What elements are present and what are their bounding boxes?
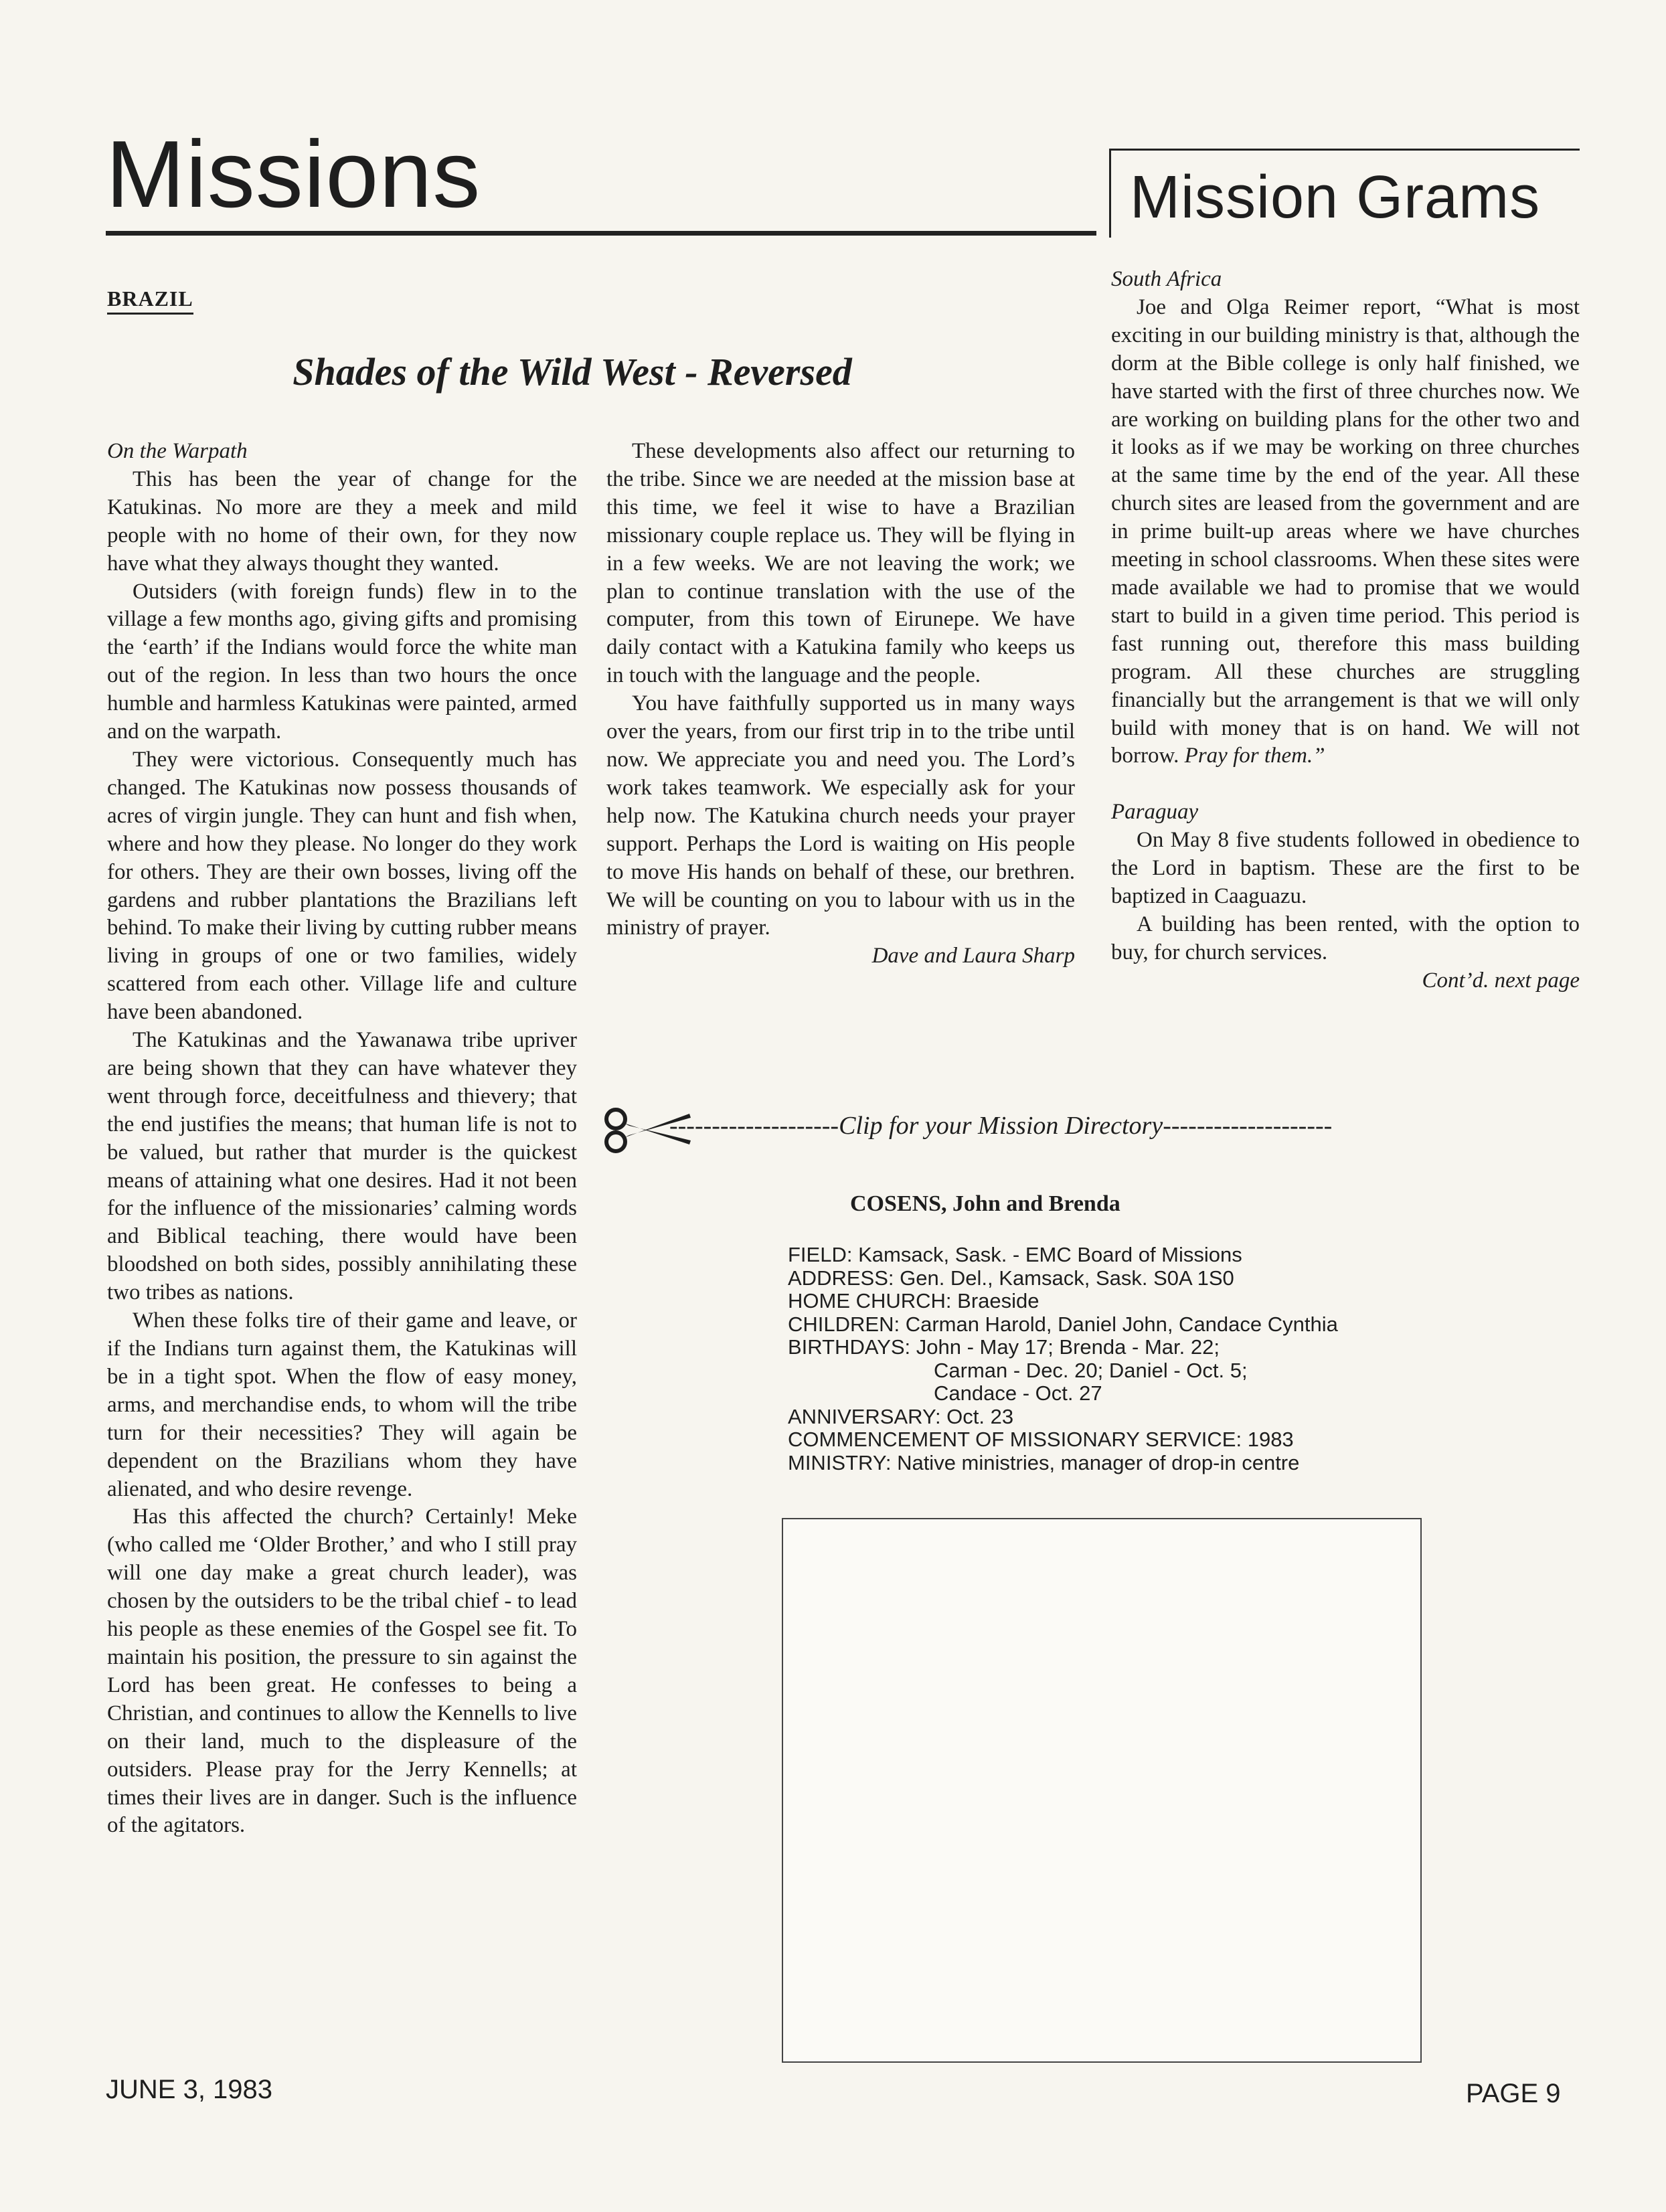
photo-placeholder xyxy=(782,1518,1422,2063)
article-column-2 xyxy=(606,438,1075,970)
directory-field-line: BIRTHDAYS: John - May 17; Brenda - Mar. 22; xyxy=(788,1335,1220,1359)
article-paragraph: You have faithfully supported us in many ways over the years, from our first trip in to the tribe until now. We appreciate you and need you. The Lord’s work takes teamwork. We especially ask for your help now. The Katukina church needs your prayer support. Perhaps the Lord is waiting on His people to move His hands on behalf of these, our brethren. We will be counting on you to labour with us in the ministry of prayer. xyxy=(606,691,1075,940)
grams-paragraph: On May 8 five students followed in obedience to the Lord in baptism. These are the first to be baptized in Caaguazu. xyxy=(1111,828,1580,908)
directory-name: COSENS, John and Brenda xyxy=(850,1191,1120,1216)
article-paragraph: These developments also affect our returning to the tribe. Since we are needed at the mission base at this time, we feel it wise to have a Brazilian missionary couple replace us. They will be flying in in a few weeks. We are not leaving the work; we plan to continue translation with the use of the computer, from this town of Eirunepe. We have daily contact with a Katukina family who keeps us in touch with the language and the people. xyxy=(606,439,1075,688)
grams-heading-south-africa: South Africa xyxy=(1111,267,1222,291)
directory-field-line: Candace - Oct. 27 xyxy=(934,1381,1102,1405)
grams-pray-text: Pray for them.” xyxy=(1184,744,1325,768)
grams-continued-note: Cont’d. next page xyxy=(1422,968,1580,993)
clip-line xyxy=(602,1103,1473,1157)
directory-field-line: Carman - Dec. 20; Daniel - Oct. 5; xyxy=(934,1358,1248,1382)
directory-fields xyxy=(788,1244,1338,1474)
article-paragraph: The Katukinas and the Yawanawa tribe upriver are being shown that they can have whatever they went through force, deceitfulness and thievery; that the end justifies the means; that human life is not to be valued, but rather that murder is the quickest means of attaining what one desires. Had it not been for the influence of the missionaries’ calming words and Biblical teaching, there would have been bloodshed on both sides, possibly annihilating these two tribes as nations. xyxy=(107,1028,577,1305)
grams-text: Joe and Olga Reimer report, “What is most exciting in our building ministry is that, although the dorm at the Bible college is only half finished, we have started with the first of three churches now. We are working on building plans for the other two and it looks as if we may be working on three churches at the same time by the end of the year. All these church sites are leased from the government and are in prime built-up areas where we have churches meeting in school classrooms. When these sites were made available we had to promise that we would start to build in a given time period. This period is fast running out, therefore this mass building program. All these churches are struggling financially but the arrangement is that we will only build with money that is on hand. We will not borrow. xyxy=(1111,294,1580,768)
masthead-rule xyxy=(106,231,1096,236)
grams-heading-paraguay: Paraguay xyxy=(1111,800,1199,825)
directory-field-line: ADDRESS: Gen. Del., Kamsack, Sask. S0A 1S0 xyxy=(788,1266,1234,1290)
article-paragraph: When these folks tire of their game and leave, or if the Indians turn against them, the Katukinas will be in a tight spot. When the flow of easy money, arms, and merchandise ends, to whom will the tribe turn for their necessities? They will again be dependent on the Brazilians whom they have alienated, and who desire revenge. xyxy=(107,1308,577,1501)
section-label: BRAZIL xyxy=(107,286,193,315)
mission-grams-column xyxy=(1111,266,1580,995)
article-subhead: On the Warpath xyxy=(107,439,248,463)
article-paragraph: This has been the year of change for the Katukinas. No more are they a meek and mild people with no home of their own, for they now have what they always thought they wanted. xyxy=(107,466,577,576)
footer-page-number: PAGE 9 xyxy=(1466,2079,1561,2108)
article-column-1 xyxy=(107,438,577,1840)
article-headline: Shades of the Wild West - Reversed xyxy=(293,350,852,394)
mission-grams-title: Mission Grams xyxy=(1130,164,1541,231)
article-paragraph: Has this affected the church? Certainly! Meke (who called me ‘Older Brother,’ and who I still pray will one day make a great church leader), was chosen by the outsiders to be the tribal chief - to lead his people as these enemies of the Gospel see fit. To maintain his position, the pressure to sin against the Lord has been great. He confesses to being a Christian, and continues to allow the Kennells to live on their land, much to the displeasure of the outsiders. Please pray for the Jerry Kennells; at times their lives are in danger. Such is the influence of the agitators. xyxy=(107,1505,577,1838)
footer-date: JUNE 3, 1983 xyxy=(106,2075,273,2104)
directory-field-line: ANNIVERSARY: Oct. 23 xyxy=(788,1404,1014,1428)
directory-field-line: CHILDREN: Carman Harold, Daniel John, Candace Cynthia xyxy=(788,1312,1338,1336)
directory-field-line: HOME CHURCH: Braeside xyxy=(788,1289,1039,1312)
directory-field-line: FIELD: Kamsack, Sask. - EMC Board of Missions xyxy=(788,1243,1242,1266)
masthead-title: Missions xyxy=(106,121,481,228)
grams-paragraph xyxy=(1111,294,1580,770)
clip-label: --------------------Clip for your Mission Directory-------------------- xyxy=(669,1112,1333,1140)
grams-paragraph: A building has been rented, with the option to buy, for church services. xyxy=(1111,912,1580,964)
article-signature: Dave and Laura Sharp xyxy=(871,944,1075,968)
directory-field-line: MINISTRY: Native ministries, manager of drop-in centre xyxy=(788,1450,1300,1474)
article-paragraph: They were victorious. Consequently much has changed. The Katukinas now possess thousands of acres of virgin jungle. They can hunt and fish when, where and how they please. No longer do they work for others. They are their own bosses, living off the gardens and rubber plantations the Brazilians left behind. To make their living by cutting rubber means living in groups of one or two families, widely scattered from each other. Village life and culture have been abandoned. xyxy=(107,747,577,1025)
directory-field-line: COMMENCEMENT OF MISSIONARY SERVICE: 1983 xyxy=(788,1428,1294,1451)
article-paragraph: Outsiders (with foreign funds) flew in to the village a few months ago, giving gifts and promising the ‘earth’ if the Indians would force the white man out of the region. In less than two hours the once humble and harmless Katukinas were painted, armed and on the warpath. xyxy=(107,579,577,744)
